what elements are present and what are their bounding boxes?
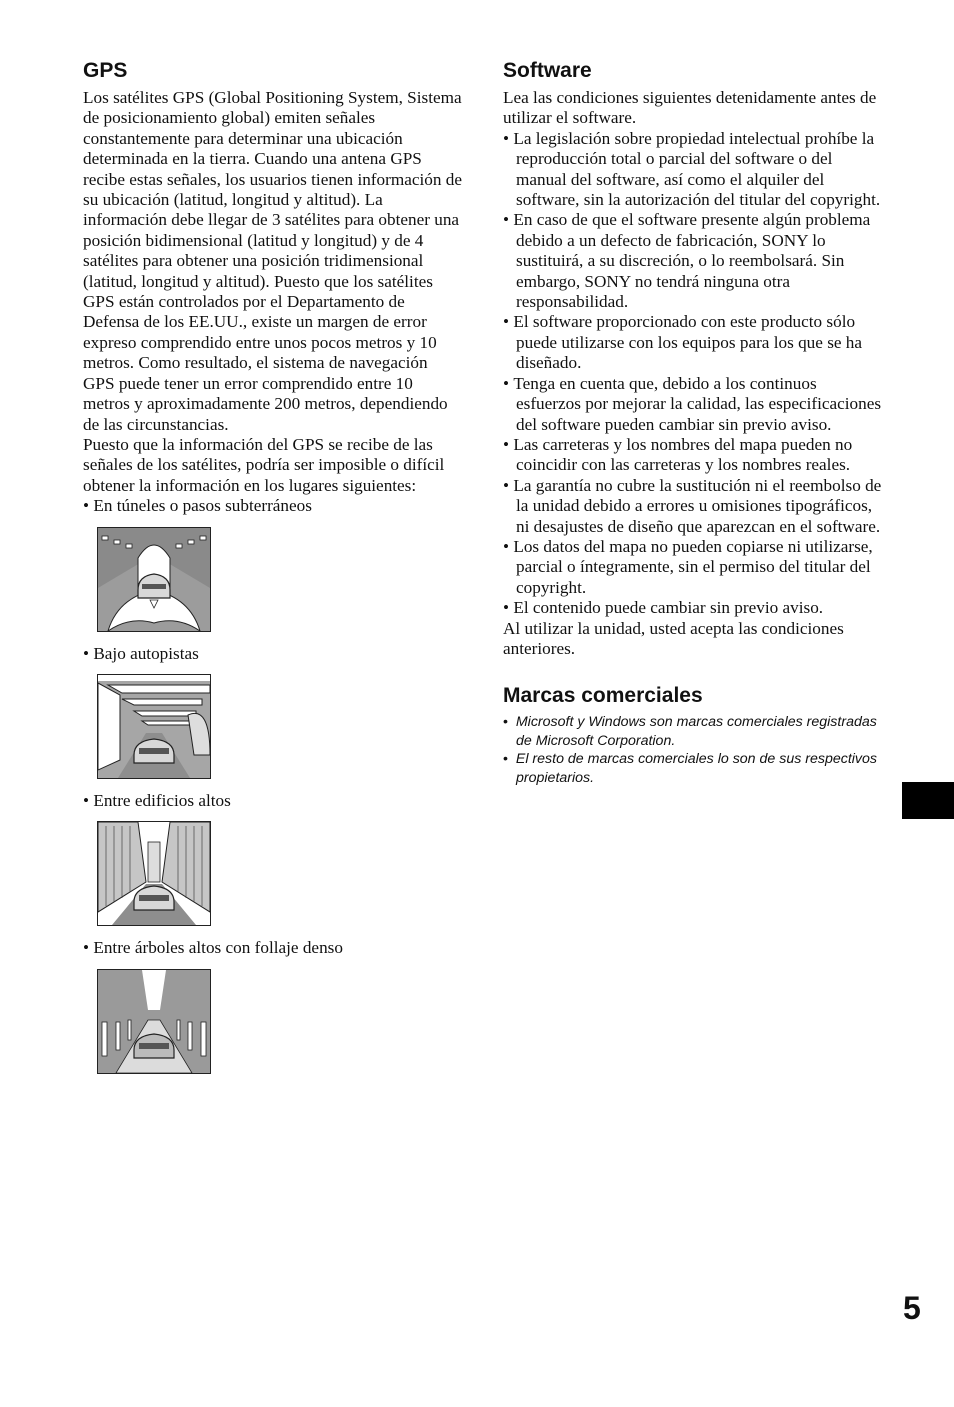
list-item: • Microsoft y Windows son marcas comerciales registradas de Microsoft Corporation. [503, 713, 883, 750]
gps-heading: GPS [83, 59, 128, 82]
list-item: • El software proporcionado con este producto sólo puede utilizarse con los equipos para los que se ha diseñado. [503, 312, 883, 373]
trademarks-list [503, 713, 883, 787]
trees-illustration [97, 969, 211, 1074]
place-item-tunnel: • En túneles o pasos subterráneos [83, 496, 463, 516]
list-item: • Los datos del mapa no pueden copiarse ni utilizarse, parcial o íntegramente, sin el permiso del titular del copyright. [503, 537, 883, 598]
list-item: • Tenga en cuenta que, debido a los continuos esfuerzos por mejorar la calidad, las especificaciones del software pueden cambiar sin previo aviso. [503, 374, 883, 435]
list-item: • En caso de que el software presente algún problema debido a un defecto de fabricación, SONY lo sustituirá, a su discreción, o lo reembolsará. Sin embargo, SONY no tendrá ninguna otra responsabilidad. [503, 210, 883, 312]
software-conditions-list [503, 129, 883, 619]
page-number: 5 [903, 1290, 921, 1326]
trademarks-heading: Marcas comerciales [503, 684, 703, 708]
gps-section [83, 58, 463, 1086]
section-tab-marker [902, 782, 954, 819]
gps-paragraph-2: Puesto que la información del GPS se recibe de las señales de los satélites, podría ser imposible o difícil obtener la información en los lugares siguientes: [83, 434, 445, 495]
list-item: • La legislación sobre propiedad intelectual prohíbe la reproducción total o parcial del software o del manual del software, así como el alquiler del software, sin la autorización del titular del copyright. [503, 129, 883, 211]
software-heading: Software [503, 59, 592, 82]
overpass-illustration [97, 674, 211, 779]
software-column [503, 58, 883, 787]
buildings-illustration [97, 821, 211, 926]
software-closing: Al utilizar la unidad, usted acepta las condiciones anteriores. [503, 618, 844, 658]
software-intro: Lea las condiciones siguientes detenidamente antes de utilizar el software. [503, 88, 877, 128]
list-item: • Las carreteras y los nombres del mapa pueden no coincidir con las carreteras y los nombres reales. [503, 435, 883, 476]
place-item-overpass: • Bajo autopistas [83, 644, 463, 664]
tunnel-illustration [97, 527, 211, 632]
list-item: • El contenido puede cambiar sin previo aviso. [503, 598, 883, 618]
place-item-trees: • Entre árboles altos con follaje denso [83, 938, 463, 958]
list-item: • La garantía no cubre la sustitución ni el reembolso de la unidad debido a errores u omisiones tipográficos, ni desajustes de diseño que aparezcan en el software. [503, 476, 883, 537]
list-item: • El resto de marcas comerciales lo son de sus respectivos propietarios. [503, 750, 883, 787]
place-item-buildings: • Entre edificios altos [83, 791, 463, 811]
gps-paragraph-1: Los satélites GPS (Global Positioning System, Sistema de posicionamiento global) emiten señales constantemente para determinar una ubicación determinada en la tierra. Cuando una antena GPS recibe estas señales, los usuarios tienen información de su ubicación (latitud, longitud y altitud). La información debe llegar de 3 satélites para obtener una posición bidimensional (latitud y longitud) y de 4 satélites para obtener una posición tridimensional (latitud, longitud y altitud). Puesto que los satélites GPS están controlados por el Departamento de Defensa de los EE.UU., existe un margen de error expreso comprendido entre unos pocos metros y 10 metros. Como resultado, el sistema de navegación GPS puede tener un error comprendido entre 10 metros y aproximadamente 200 metros, dependiendo de las circunstancias. [83, 88, 462, 434]
